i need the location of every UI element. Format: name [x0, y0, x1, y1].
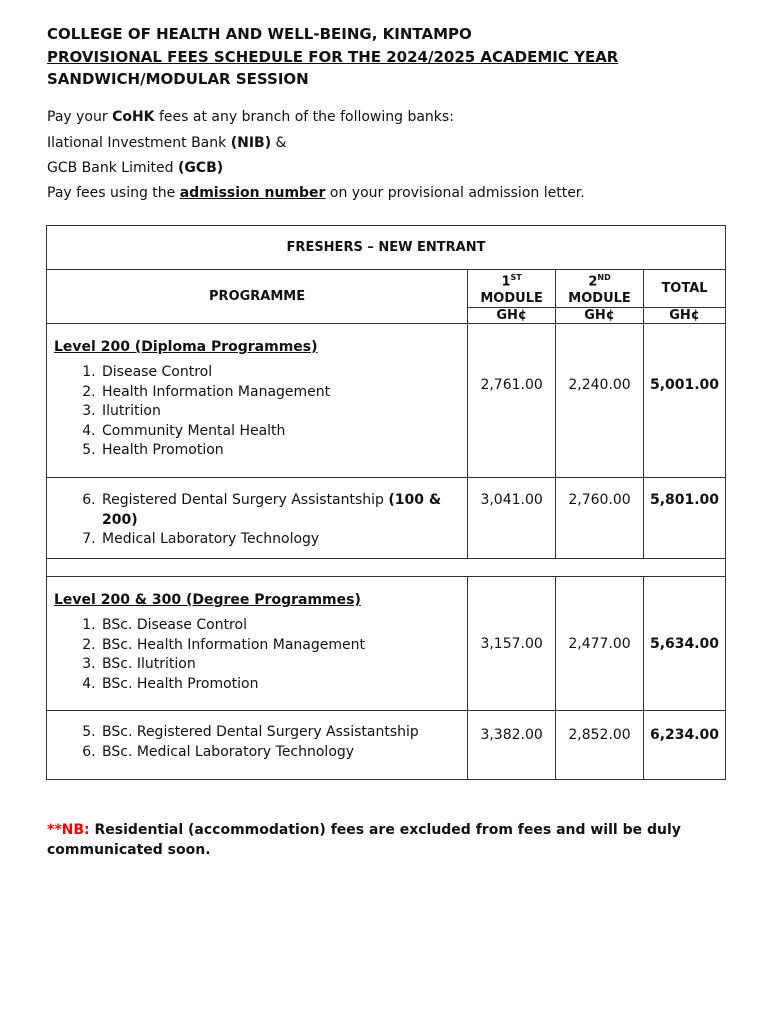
pay-suffix: fees at any branch of the following banks: — [154, 109, 454, 125]
list-item: 6. BSc. Medical Laboratory Technology — [100, 743, 467, 763]
session-title: SANDWICH/MODULAR SESSION — [47, 70, 309, 88]
degree-programmes-cell-2 — [47, 711, 468, 780]
module1-word: MODULE — [480, 290, 543, 306]
list-item: 5. Health Promotion — [100, 441, 467, 461]
module1-fee: 3,041.00 — [468, 478, 556, 559]
section-title-degree: Level 200 & 300 (Degree Programmes) — [54, 592, 361, 608]
admission-prefix: Pay fees using the — [47, 185, 180, 201]
module2-fee: 2,760.00 — [556, 478, 644, 559]
diploma-programmes-cell — [47, 324, 468, 478]
diploma-list-2 — [47, 491, 467, 550]
degree-programmes-cell — [47, 577, 468, 711]
list-item — [100, 491, 467, 530]
table-row — [47, 711, 726, 780]
bank-nib-name: Ilational Investment Bank — [47, 135, 231, 151]
module2-fee: 2,477.00 — [556, 577, 644, 711]
total-fee: 5,801.00 — [644, 478, 726, 559]
bank-nib-suffix: & — [271, 135, 287, 151]
admission-number-key: admission number — [179, 185, 326, 201]
school-code: CoHK — [112, 109, 155, 125]
nb-note — [47, 820, 687, 860]
list-item: 1. Disease Control — [100, 363, 467, 383]
table-row — [47, 324, 726, 478]
table-caption-row — [47, 226, 726, 270]
list-item: 4. BSc. Health Promotion — [100, 675, 467, 695]
list-item: 3. BSc. Ilutrition — [100, 655, 467, 675]
list-item: 1. BSc. Disease Control — [100, 616, 467, 636]
programme-header: PROGRAMME — [47, 270, 468, 324]
diploma-list-1 — [47, 363, 467, 461]
list-item: 2. Health Information Management — [100, 383, 467, 403]
total-header: TOTAL — [644, 270, 726, 308]
schedule-title: PROVISIONAL FEES SCHEDULE FOR THE 2024/2025 ACADEMIC YEAR — [47, 48, 619, 66]
currency-m2: GH¢ — [556, 308, 644, 324]
bank-nib-code: (NIB) — [230, 135, 272, 151]
module1-header — [468, 270, 556, 308]
spacer-cell — [47, 559, 726, 577]
currency-m1: GH¢ — [468, 308, 556, 324]
fees-table — [46, 225, 726, 780]
list-item: 5. BSc. Registered Dental Surgery Assistantship — [100, 723, 467, 743]
bank-gcb — [47, 160, 223, 176]
admission-instruction — [47, 185, 585, 201]
module2-num: 2 — [588, 274, 598, 290]
list-item: 4. Community Mental Health — [100, 422, 467, 442]
bank-gcb-code: (GCB) — [177, 160, 224, 176]
module2-fee: 2,852.00 — [556, 711, 644, 780]
module2-word: MODULE — [568, 290, 631, 306]
module1-sup: ST — [510, 273, 522, 283]
bank-nib — [47, 135, 286, 151]
module1-num: 1 — [501, 274, 511, 290]
college-name: COLLEGE OF HEALTH AND WELL-BEING, KINTAMPO — [47, 25, 472, 43]
degree-list-1 — [47, 616, 467, 694]
total-fee: 6,234.00 — [644, 711, 726, 780]
list-item: 3. Ilutrition — [100, 402, 467, 422]
section-title-diploma: Level 200 (Diploma Programmes) — [54, 339, 318, 355]
nb-text: Residential (accommodation) fees are excluded from fees and will be duly communicated soon. — [47, 822, 681, 858]
total-fee: 5,001.00 — [644, 324, 726, 478]
module2-fee: 2,240.00 — [556, 324, 644, 478]
degree-list-2 — [47, 723, 467, 762]
pay-prefix: Pay your — [47, 109, 113, 125]
list-item-text: Registered Dental Surgery Assistantship — [102, 492, 389, 508]
currency-total: GH¢ — [644, 308, 726, 324]
module1-fee: 3,382.00 — [468, 711, 556, 780]
module2-header — [556, 270, 644, 308]
spacer-row — [47, 559, 726, 577]
table-row — [47, 478, 726, 559]
list-item: 7. Medical Laboratory Technology — [100, 530, 467, 550]
level-suffix: (100 & 200) — [102, 492, 442, 528]
diploma-programmes-cell-2 — [47, 478, 468, 559]
admission-suffix: on your provisional admission letter. — [325, 185, 585, 201]
module1-fee: 3,157.00 — [468, 577, 556, 711]
table-caption: FRESHERS – NEW ENTRANT — [47, 226, 726, 270]
bank-gcb-name: GCB Bank Limited — [47, 160, 178, 176]
total-fee: 5,634.00 — [644, 577, 726, 711]
nb-label: **NB: — [47, 822, 90, 838]
pay-instruction — [47, 109, 454, 125]
module1-fee: 2,761.00 — [468, 324, 556, 478]
table-row — [47, 577, 726, 711]
list-item: 2. BSc. Health Information Management — [100, 636, 467, 656]
table-header-row — [47, 270, 726, 308]
module2-sup: ND — [597, 273, 611, 283]
